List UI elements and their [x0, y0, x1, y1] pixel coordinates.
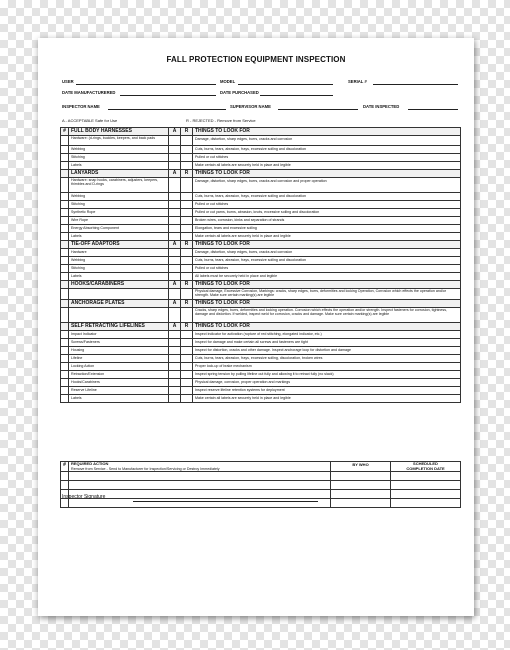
rejected-checkbox[interactable]: [181, 225, 193, 233]
rejected-checkbox[interactable]: [181, 193, 193, 201]
item-label: Webbing: [69, 146, 169, 154]
item-label: Labels: [69, 162, 169, 170]
rejected-header: R: [181, 241, 193, 249]
action-input[interactable]: [69, 472, 331, 481]
rejected-checkbox[interactable]: [181, 331, 193, 339]
check-description: Cuts, burns, tears, abrasion, frays, excessive soiling and discoloration: [193, 193, 461, 201]
rejected-checkbox[interactable]: [181, 347, 193, 355]
action-row: [61, 499, 461, 508]
by-who-input[interactable]: [331, 499, 391, 508]
check-description: Cracks, sharp edges, burrs, deformities and locking operation. Corrosion which effects the operation and/or strength. Inspect fasteners for corrosion, tightness, damage and distortion. If welded, inspect weld for corrosion, cracks and damage. Make sure certain marking(s) are legible: [193, 308, 461, 323]
check-description: Make certain all labels are securely held in place and legible: [193, 162, 461, 170]
check-description: Make certain all labels are securely held in place and legible: [193, 233, 461, 241]
acceptable-header: A: [169, 300, 181, 308]
user-field[interactable]: [76, 84, 216, 85]
rejected-checkbox[interactable]: [181, 162, 193, 170]
rejected-checkbox[interactable]: [181, 257, 193, 265]
acceptable-checkbox[interactable]: [169, 209, 181, 217]
date-inspected-field[interactable]: [408, 109, 458, 110]
form-page: [38, 38, 474, 616]
acceptable-checkbox[interactable]: [169, 201, 181, 209]
check-description: Cuts, burns, tears, abrasion, frays, excessive soiling and discoloration: [193, 257, 461, 265]
model-field[interactable]: [238, 84, 333, 85]
rejected-checkbox[interactable]: [181, 136, 193, 146]
inspector-name-field[interactable]: [108, 109, 226, 110]
scheduled-label: SCHEDULED: [413, 461, 438, 466]
rejected-checkbox[interactable]: [181, 265, 193, 273]
date-manufactured-field[interactable]: [120, 95, 216, 96]
acceptable-header: A: [169, 281, 181, 289]
rejected-checkbox[interactable]: [181, 363, 193, 371]
table-row: [61, 308, 461, 323]
acceptable-checkbox[interactable]: [169, 162, 181, 170]
table-row: [61, 162, 461, 170]
required-action-title: REQUIRED ACTION: [71, 461, 109, 466]
table-row: [61, 355, 461, 363]
check-description: Inspect reserve lifeline retention systems for deployment: [193, 387, 461, 395]
user-label: USER: [62, 79, 74, 84]
check-description: Pulled or cut stitches: [193, 154, 461, 162]
rejected-checkbox[interactable]: [181, 217, 193, 225]
rejected-checkbox[interactable]: [181, 371, 193, 379]
item-label: Synthetic Rope: [69, 209, 169, 217]
section-title: FULL BODY HARNESSES: [69, 128, 169, 136]
required-action-header: [69, 462, 331, 472]
check-description: Pulled or cut stitches: [193, 201, 461, 209]
acceptable-header: A: [169, 128, 181, 136]
action-input[interactable]: [69, 481, 331, 490]
date-input[interactable]: [391, 490, 461, 499]
item-label: Hardware: snap hooks, carabiners, adjusters, keepers, thimbles and D-rings: [69, 178, 169, 193]
item-label: Screws/Fasteners: [69, 339, 169, 347]
table-row: [61, 225, 461, 233]
completion-date-label: COMPLETION DATE: [406, 465, 445, 471]
acceptable-checkbox[interactable]: [169, 217, 181, 225]
by-who-input[interactable]: [331, 472, 391, 481]
action-row: [61, 481, 461, 490]
check-description: Pulled or cut yarns, burns, abrasion, knots, excessive soiling and discoloration: [193, 209, 461, 217]
number-header: #: [61, 128, 69, 136]
action-input[interactable]: [69, 499, 331, 508]
date-purchased-label: DATE PURCHASED: [220, 90, 259, 95]
serial-field[interactable]: [373, 84, 458, 85]
things-to-look-for-header: THINGS TO LOOK FOR: [193, 323, 461, 331]
rejected-header: R: [181, 323, 193, 331]
table-row: [61, 339, 461, 347]
things-to-look-for-header: THINGS TO LOOK FOR: [193, 281, 461, 289]
check-description: Physical damage, corrosion, proper operation and markings: [193, 379, 461, 387]
item-label: [69, 289, 169, 300]
check-description: Pulled or cut stitches: [193, 265, 461, 273]
table-row: [61, 193, 461, 201]
acceptable-checkbox[interactable]: [169, 363, 181, 371]
date-manufactured-label: DATE MANUFACTURERED: [62, 90, 116, 95]
check-description: Physical damage, Excessive Corrosion, Markings: cracks, sharp edges, burrs, deformities and locking Operation, Corrosion which effects the operation and/or strength. Make sure certain marking(s) are legible: [193, 289, 461, 300]
serial-label: SERIAL #: [348, 79, 367, 84]
rejected-checkbox[interactable]: [181, 154, 193, 162]
date-input[interactable]: [391, 472, 461, 481]
item-label: Webbing: [69, 193, 169, 201]
acceptable-checkbox[interactable]: [169, 233, 181, 241]
rejected-checkbox[interactable]: [181, 289, 193, 300]
table-row: [61, 273, 461, 281]
table-row: [61, 154, 461, 162]
item-label: Impact Indicator: [69, 331, 169, 339]
legend-rejected: R - REJECTED - Remove from Service: [186, 118, 256, 123]
table-row: [61, 395, 461, 403]
date-input[interactable]: [391, 481, 461, 490]
inspector-name-label: INSPECTOR NAME: [62, 104, 100, 109]
things-to-look-for-header: THINGS TO LOOK FOR: [193, 128, 461, 136]
acceptable-header: A: [169, 170, 181, 178]
acceptable-checkbox[interactable]: [169, 178, 181, 193]
section-title: LANYARDS: [69, 170, 169, 178]
completion-date-header: [391, 462, 461, 472]
table-row: [61, 347, 461, 355]
acceptable-checkbox[interactable]: [169, 273, 181, 281]
item-label: Retraction/Extension: [69, 371, 169, 379]
section-title: HOOKS/CARABINERS: [69, 281, 169, 289]
item-label: Hooks/Carabiners: [69, 379, 169, 387]
date-purchased-field[interactable]: [260, 95, 333, 96]
rejected-checkbox[interactable]: [181, 233, 193, 241]
table-row: [61, 201, 461, 209]
things-to-look-for-header: THINGS TO LOOK FOR: [193, 241, 461, 249]
item-label: Labels: [69, 233, 169, 241]
supervisor-name-label: SUPERVISOR NAME: [230, 104, 271, 109]
acceptable-checkbox[interactable]: [169, 347, 181, 355]
acceptable-checkbox[interactable]: [169, 331, 181, 339]
item-label: Webbing: [69, 257, 169, 265]
table-row: [61, 265, 461, 273]
section-header: [61, 170, 461, 178]
acceptable-header: A: [169, 323, 181, 331]
acceptable-checkbox[interactable]: [169, 379, 181, 387]
table-row: [61, 217, 461, 225]
rejected-checkbox[interactable]: [181, 273, 193, 281]
rejected-header: R: [181, 300, 193, 308]
supervisor-name-field[interactable]: [278, 109, 358, 110]
rejected-checkbox[interactable]: [181, 201, 193, 209]
rejected-header: R: [181, 128, 193, 136]
table-row: [61, 379, 461, 387]
model-label: MODEL: [220, 79, 236, 84]
item-label: Hardware: (d-rings, buckles, keepers, and back pads: [69, 136, 169, 146]
acceptable-checkbox[interactable]: [169, 395, 181, 403]
item-label: Labels: [69, 273, 169, 281]
acceptable-checkbox[interactable]: [169, 339, 181, 347]
acceptable-header: A: [169, 241, 181, 249]
item-label: Locking Action: [69, 363, 169, 371]
section-header: [61, 300, 461, 308]
inspector-signature-field[interactable]: [133, 501, 318, 502]
item-label: [69, 308, 169, 323]
required-action-note: Remove from Service - Send to Manufacturer for Inspection/Servicing or Destroy Immediately: [71, 466, 220, 471]
action-row: [61, 490, 461, 499]
rejected-checkbox[interactable]: [181, 308, 193, 323]
item-label: Reserve Lifeline: [69, 387, 169, 395]
item-label: Housing: [69, 347, 169, 355]
rejected-checkbox[interactable]: [181, 209, 193, 217]
item-label: Lifeline: [69, 355, 169, 363]
table-row: [61, 387, 461, 395]
table-row: [61, 233, 461, 241]
action-header-row: [61, 462, 461, 472]
check-description: Inspect for distortion, cracks and other damage. Inspect anchorage loop for distortion and damage: [193, 347, 461, 355]
acceptable-checkbox[interactable]: [169, 387, 181, 395]
action-input[interactable]: [69, 490, 331, 499]
acceptable-checkbox[interactable]: [169, 154, 181, 162]
acceptable-checkbox[interactable]: [169, 225, 181, 233]
things-to-look-for-header: THINGS TO LOOK FOR: [193, 170, 461, 178]
item-label: Stitching: [69, 154, 169, 162]
acceptable-checkbox[interactable]: [169, 146, 181, 154]
check-description: Elongation, tears and excessive soiling: [193, 225, 461, 233]
table-row: [61, 257, 461, 265]
rejected-checkbox[interactable]: [181, 249, 193, 257]
rejected-checkbox[interactable]: [181, 379, 193, 387]
check-description: Cuts, burns, tears, abrasion, frays, excessive soiling and discoloration: [193, 146, 461, 154]
acceptable-checkbox[interactable]: [169, 136, 181, 146]
check-description: Inspect for damage and make certain all screws and fasteners are tight: [193, 339, 461, 347]
section-header: [61, 128, 461, 136]
rejected-checkbox[interactable]: [181, 146, 193, 154]
form-title: FALL PROTECTION EQUIPMENT INSPECTION: [166, 55, 346, 64]
by-who-input[interactable]: [331, 481, 391, 490]
action-number-header: #: [61, 462, 69, 472]
by-who-input[interactable]: [331, 490, 391, 499]
date-inspected-label: DATE INSPECTED: [363, 104, 400, 109]
legend-acceptable: A - ACCEPTABLE Safe for Use: [62, 118, 118, 123]
item-label: Stitching: [69, 265, 169, 273]
section-title: ANCHORAGE PLATES: [69, 300, 169, 308]
section-title: TIE-OFF ADAPTORS: [69, 241, 169, 249]
things-to-look-for-header: THINGS TO LOOK FOR: [193, 300, 461, 308]
check-description: Proper lock-up of brake mechanism: [193, 363, 461, 371]
section-header: [61, 323, 461, 331]
section-title: SELF RETRACTING LIFELINES: [69, 323, 169, 331]
check-description: All labels must be securely held in place and legible: [193, 273, 461, 281]
check-description: Inspect spring tension by pulling lifeline out fully and allowing it to retract fully (no slack): [193, 371, 461, 379]
check-description: Inspect indicator for activation (rupture of red stitching, elongated indicator, etc.): [193, 331, 461, 339]
section-header: [61, 281, 461, 289]
item-label: Labels: [69, 395, 169, 403]
rejected-checkbox[interactable]: [181, 395, 193, 403]
item-label: Hardware: [69, 249, 169, 257]
acceptable-checkbox[interactable]: [169, 249, 181, 257]
table-row: [61, 363, 461, 371]
item-label: Stitching: [69, 201, 169, 209]
table-row: [61, 331, 461, 339]
table-row: [61, 289, 461, 300]
acceptable-checkbox[interactable]: [169, 257, 181, 265]
item-label: Energy Absorbing Component: [69, 225, 169, 233]
check-description: Cuts, burns, tears, abrasion, frays, excessive soiling, discoloration, broken wires: [193, 355, 461, 363]
rejected-checkbox[interactable]: [181, 178, 193, 193]
acceptable-checkbox[interactable]: [169, 371, 181, 379]
table-row: [61, 209, 461, 217]
item-label: Wire Rope: [69, 217, 169, 225]
date-input[interactable]: [391, 499, 461, 508]
inspection-table: [60, 127, 461, 403]
table-row: [61, 136, 461, 146]
acceptable-checkbox[interactable]: [169, 265, 181, 273]
rejected-checkbox[interactable]: [181, 339, 193, 347]
check-description: Damage, distortion, sharp edges, burrs, cracks and corrosion: [193, 136, 461, 146]
rejected-checkbox[interactable]: [181, 387, 193, 395]
check-description: Damage, distortion, sharp edges, burrs, cracks and corrosion and proper operation: [193, 178, 461, 193]
check-description: Make certain all labels are securely held in place and legible: [193, 395, 461, 403]
table-row: [61, 178, 461, 193]
section-header: [61, 241, 461, 249]
rejected-checkbox[interactable]: [181, 355, 193, 363]
check-description: Damage, distortion, sharp edges, burrs, cracks and corrosion: [193, 249, 461, 257]
table-row: [61, 371, 461, 379]
acceptable-checkbox[interactable]: [169, 355, 181, 363]
table-row: [61, 146, 461, 154]
acceptable-checkbox[interactable]: [169, 308, 181, 323]
inspector-signature-label: Inspector Signature: [62, 494, 106, 500]
acceptable-checkbox[interactable]: [169, 289, 181, 300]
rejected-header: R: [181, 170, 193, 178]
table-row: [61, 249, 461, 257]
by-who-header: BY WHO: [331, 462, 391, 472]
rejected-header: R: [181, 281, 193, 289]
action-row: [61, 472, 461, 481]
check-description: Broken wires, corrosion, kinks and separation of strands: [193, 217, 461, 225]
acceptable-checkbox[interactable]: [169, 193, 181, 201]
